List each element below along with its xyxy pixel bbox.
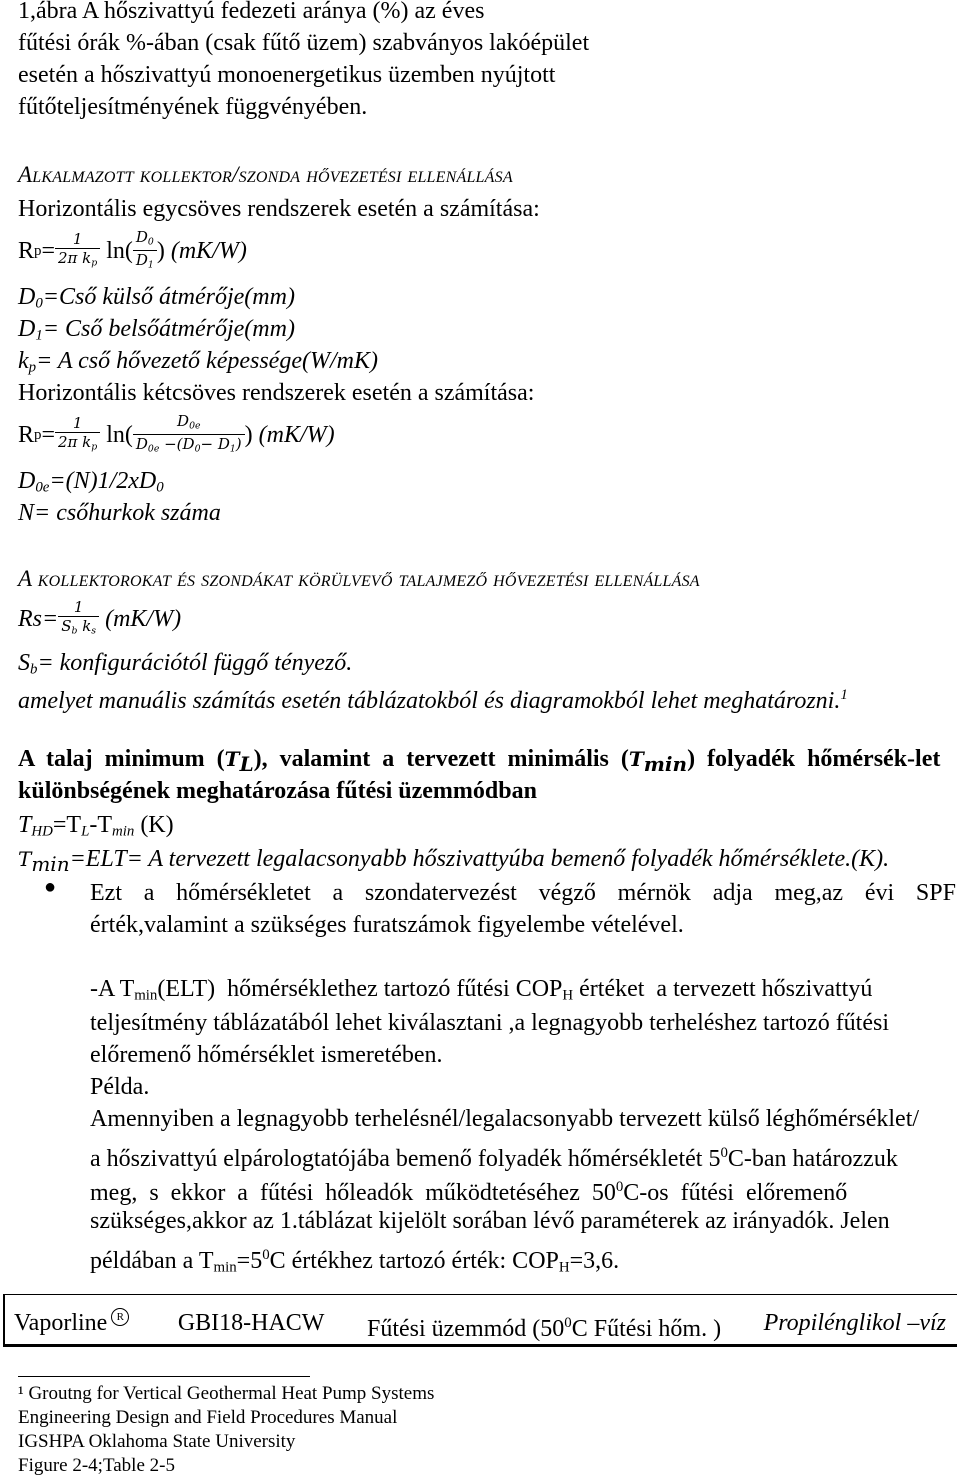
fraction-d0-over-d1: $\frac{D_0}{D_1}$ — [133, 229, 157, 274]
figure-caption-line-1: 1,ábra A hőszivattyú fedezeti aránya (%) az éves — [18, 0, 485, 24]
bullet-text-line-2: érték,valamint a szükséges furatszámok figyelembe vételével. — [90, 912, 684, 938]
ground-min-title-line-2: különbségének meghatározása fűtési üzemmódban — [18, 778, 537, 804]
table-bottom-border — [3, 1344, 957, 1347]
example-paragraph-line-3: meg, s ekkor a fűtési hőleadók működtetéséhez $50^0C-os$ fűtési előremenő — [90, 1179, 848, 1206]
fraction-1-over-2pi-kp: $\frac{1}{2\pi k_p}$ — [55, 231, 100, 271]
manual-calc-note: amelyet manuális számítás esetén táblázatokból és diagramokból lehet meghatározni.$^1$ — [18, 687, 848, 714]
figure-caption-line-2: fűtési órák %-ában (csak fűtő üzem) szabványos lakóépület — [18, 30, 590, 56]
example-paragraph-line-4: szükséges,akkor az 1.táblázat kijelölt sorában lévő paraméterek az irányadók. Jelen — [90, 1208, 890, 1234]
fluid-type: Propilénglikol –víz — [763, 1310, 946, 1336]
footnote-line-1: ¹ Groutng for Vertical Geothermal Heat Pump Systems — [18, 1383, 435, 1404]
definition-sb: $S_b=$ konfigurációtól függő tényező. — [18, 650, 353, 678]
figure-caption-line-4: fűtőteljesítményének függvényében. — [18, 94, 368, 120]
section-heading-collector: Alkalmazott kollektor/szonda hővezetési ellenállása — [18, 162, 513, 187]
fraction-d0e-over-expression: $\frac{D_{0e}}{D_{0e} -(D_0- D_1)}$ — [133, 413, 245, 458]
single-pipe-title: Horizontális egycsöves rendszerek esetén a számítása: — [18, 196, 540, 222]
bullet-dot-icon: ● — [44, 876, 57, 898]
double-pipe-title: Horizontális kétcsöves rendszerek esetén a számítása: — [18, 380, 535, 406]
formula-double-pipe: R p = $\frac{1}{2\pi k_p}$ ln( $\frac{D_{0e}}{D_{0e} -(D_0- D_1)}$ ) (mK/W) — [18, 410, 335, 460]
definition-d0e: $D_{0e}=(N)1/2xD_0$ — [18, 468, 164, 496]
formula-rs: Rs= $\frac{1}{S_b k_s}$ (mK/W) — [18, 594, 181, 644]
fraction-1-over-2pi-kp-2: $\frac{1}{2\pi k_p}$ — [55, 415, 100, 455]
section-heading-ground: A kollektorokat és szondákat körülvevő talajmező hővezetési ellenállása — [18, 566, 700, 591]
footnote-line-3: IGSHPA Oklahoma State University — [18, 1431, 296, 1452]
footnote-line-4: Figure 2-4;Table 2-5 — [18, 1455, 175, 1476]
tmin-definition: $T_{min}=ELT= A$ tervezett legalacsonyabb hőszivattyúba bemenő folyadék hőmérséklete.(K). — [18, 846, 890, 876]
definition-d1: $D_1=$ Cső belsőátmérője(mm) — [18, 316, 295, 344]
cop-paragraph-line-3: előremenő hőmérséklet ismeretében. — [90, 1042, 443, 1068]
definition-kp: $k_p= A$ cső hővezető képessége(W/mK) — [18, 348, 378, 376]
footnote-separator — [18, 1376, 310, 1377]
example-paragraph-line-2: a hőszivattyú elpárologtatójába bemenő folyadék hőmérsékletét $5^0C$-ban határozzuk — [90, 1145, 898, 1172]
table-top-border — [3, 1294, 957, 1295]
cop-paragraph-line-1: -A $T_{min}(ELT)$ hőmérséklethez tartozó fűtési $COP_H$ értéket a tervezett hőszivattyú — [90, 976, 873, 1004]
table-left-border — [3, 1294, 5, 1346]
formula-single-pipe: R p = $\frac{1}{2\pi k_p}$ ln( $\frac{D_0}{D_1}$ ) (mK/W) — [18, 228, 247, 274]
cop-paragraph-line-2: teljesítmény táblázatából lehet kiválasztani ,a legnagyobb terheléshez tartozó fűtési — [90, 1010, 890, 1036]
bullet-text-line-1: Ezt a hőmérsékletet a szondatervezést végző mérnök adja meg,az évi SPF — [90, 880, 956, 906]
registered-mark-icon: R — [111, 1308, 129, 1326]
footnote-line-2: Engineering Design and Field Procedures Manual — [18, 1407, 398, 1428]
heating-mode: Fűtési üzemmód ($50^0C$ Fűtési hőm. ) — [366, 1315, 722, 1342]
ground-min-title: A talaj minimum $(T_L)$, valamint a tervezett minimális $(T_{min})$ folyadék hőmérsék-let — [18, 746, 941, 776]
fraction-1-over-sb-ks: $\frac{1}{S_b k_s}$ — [58, 599, 99, 639]
example-paragraph-line-1: Amennyiben a legnagyobb terhelésnél/legalacsonyabb tervezett külső léghőmérséklet/ — [90, 1106, 920, 1132]
example-label: Példa. — [90, 1074, 150, 1100]
model-name: GBI18-HACW — [177, 1310, 325, 1336]
definition-d0: $D_0=Cső$ külső átmérője(mm) — [18, 284, 295, 312]
figure-caption-line-3: esetén a hőszivattyú monoenergetikus üzemben nyújtott — [18, 62, 556, 88]
definition-n: N= csőhurkok száma — [18, 500, 221, 526]
table-header-row — [14, 1308, 946, 1344]
thd-formula: $T_{HD}=T_L-T_{min}$ (K) — [18, 812, 174, 840]
product-name: Vaporline R — [14, 1308, 135, 1344]
footnote-ref[interactable]: 1 — [840, 687, 848, 703]
example-paragraph-line-5: példában a $T_{min}=5^0C$ értékhez tartozó érték: $COP_H=3,6$. — [90, 1247, 620, 1276]
